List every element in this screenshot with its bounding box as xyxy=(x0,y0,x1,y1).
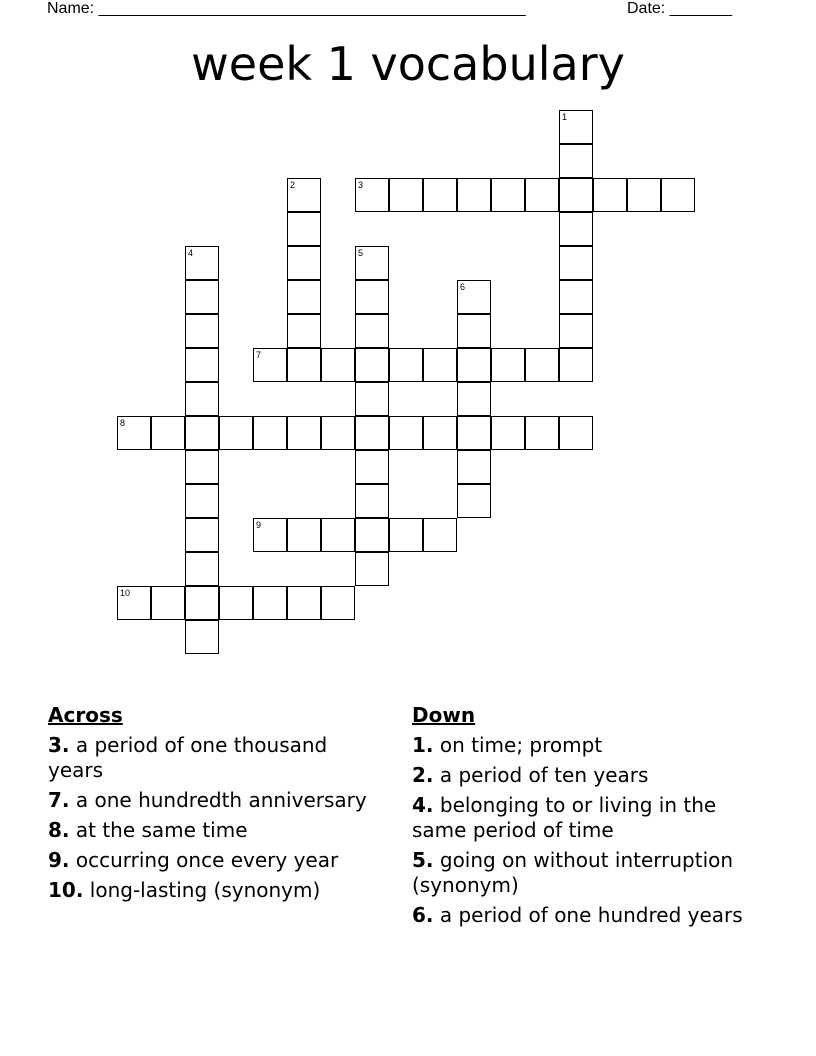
crossword-cell[interactable] xyxy=(559,246,593,280)
crossword-cell[interactable] xyxy=(151,586,185,620)
clue-down-1: 1. on time; prompt xyxy=(412,733,603,757)
crossword-cell[interactable] xyxy=(423,178,457,212)
crossword-cell[interactable] xyxy=(559,348,593,382)
crossword-cell[interactable] xyxy=(423,348,457,382)
crossword-cell[interactable] xyxy=(423,518,457,552)
crossword-cell[interactable] xyxy=(559,416,593,450)
down-clues xyxy=(412,703,752,933)
crossword-cell[interactable] xyxy=(559,280,593,314)
crossword-cell[interactable] xyxy=(117,586,151,620)
date-label: Date: xyxy=(627,0,666,17)
crossword-cell[interactable] xyxy=(389,178,423,212)
crossword-cell[interactable] xyxy=(355,178,389,212)
crossword-cell[interactable] xyxy=(559,314,593,348)
crossword-cell[interactable] xyxy=(117,416,151,450)
clue-across-7: 7. a one hundredth anniversary xyxy=(48,788,367,812)
crossword-cell[interactable] xyxy=(457,280,491,314)
crossword-cell[interactable] xyxy=(559,178,593,212)
cell-number: 9 xyxy=(256,520,262,530)
crossword-cell[interactable] xyxy=(457,484,491,518)
crossword-cell[interactable] xyxy=(287,212,321,246)
crossword-cell[interactable] xyxy=(321,416,355,450)
crossword-cell[interactable] xyxy=(287,314,321,348)
crossword-cell[interactable] xyxy=(355,314,389,348)
cell-number: 1 xyxy=(562,112,568,122)
crossword-cell[interactable] xyxy=(559,144,593,178)
crossword-cell[interactable] xyxy=(491,178,525,212)
crossword-cell[interactable] xyxy=(287,416,321,450)
crossword-cell[interactable] xyxy=(185,382,219,416)
crossword-cell[interactable] xyxy=(185,416,219,450)
crossword-cell[interactable] xyxy=(287,178,321,212)
crossword-cell[interactable] xyxy=(321,586,355,620)
crossword-cell[interactable] xyxy=(185,552,219,586)
crossword-cell[interactable] xyxy=(185,620,219,654)
crossword-cell[interactable] xyxy=(355,552,389,586)
clue-across-10: 10. long-lasting (synonym) xyxy=(48,878,321,902)
cell-number: 3 xyxy=(358,180,364,190)
crossword-cell[interactable] xyxy=(185,586,219,620)
clue-across-8: 8. at the same time xyxy=(48,818,248,842)
clue-across-9: 9. occurring once every year xyxy=(48,848,339,872)
crossword-cell[interactable] xyxy=(525,348,559,382)
crossword-cell[interactable] xyxy=(457,178,491,212)
cell-number: 10 xyxy=(120,588,131,598)
page-title: week 1 vocabulary xyxy=(191,37,625,91)
crossword-cell[interactable] xyxy=(253,348,287,382)
crossword-cell[interactable] xyxy=(355,246,389,280)
crossword-cell[interactable] xyxy=(661,178,695,212)
crossword-cell[interactable] xyxy=(355,416,389,450)
crossword-cell[interactable] xyxy=(389,416,423,450)
crossword-cell[interactable] xyxy=(525,416,559,450)
crossword-cell[interactable] xyxy=(185,314,219,348)
crossword-cell[interactable] xyxy=(559,110,593,144)
crossword-cell[interactable] xyxy=(627,178,661,212)
cell-number: 7 xyxy=(256,350,262,360)
crossword-cell[interactable] xyxy=(219,416,253,450)
crossword-cell[interactable] xyxy=(457,382,491,416)
crossword-cell[interactable] xyxy=(185,484,219,518)
crossword-cell[interactable] xyxy=(389,348,423,382)
crossword-cell[interactable] xyxy=(389,518,423,552)
crossword-cell[interactable] xyxy=(491,416,525,450)
crossword-cell[interactable] xyxy=(355,518,389,552)
crossword-cell[interactable] xyxy=(219,586,253,620)
across-heading: Across xyxy=(48,703,123,727)
cell-number: 8 xyxy=(120,418,126,428)
cell-number: 4 xyxy=(188,248,194,258)
crossword-cell[interactable] xyxy=(355,484,389,518)
crossword-cell[interactable] xyxy=(491,348,525,382)
crossword-cell[interactable] xyxy=(287,246,321,280)
crossword-cell[interactable] xyxy=(355,450,389,484)
across-clues xyxy=(48,703,388,908)
crossword-cell[interactable] xyxy=(185,450,219,484)
crossword-cell[interactable] xyxy=(525,178,559,212)
crossword-cell[interactable] xyxy=(355,348,389,382)
crossword-cell[interactable] xyxy=(457,314,491,348)
crossword-cell[interactable] xyxy=(355,280,389,314)
crossword-cell[interactable] xyxy=(287,280,321,314)
crossword-cell[interactable] xyxy=(287,348,321,382)
crossword-cell[interactable] xyxy=(253,586,287,620)
crossword-cell[interactable] xyxy=(457,348,491,382)
name-blank[interactable]: ________________________________________________ xyxy=(98,0,526,17)
crossword-cell[interactable] xyxy=(321,518,355,552)
clue-down-4: 4. belonging to or living in the same period of time xyxy=(412,793,717,842)
clue-down-2: 2. a period of ten years xyxy=(412,763,649,787)
crossword-cell[interactable] xyxy=(559,212,593,246)
crossword-cell[interactable] xyxy=(287,518,321,552)
crossword-cell[interactable] xyxy=(457,416,491,450)
crossword-cell[interactable] xyxy=(253,416,287,450)
clue-down-6: 6. a period of one hundred years xyxy=(412,903,743,927)
crossword-cell[interactable] xyxy=(185,348,219,382)
crossword-cell[interactable] xyxy=(185,518,219,552)
name-label: Name: xyxy=(47,0,95,17)
crossword-cell[interactable] xyxy=(185,246,219,280)
crossword-cell[interactable] xyxy=(151,416,185,450)
crossword-cell[interactable] xyxy=(355,382,389,416)
date-blank[interactable]: _______ xyxy=(669,0,732,17)
crossword-cell[interactable] xyxy=(457,450,491,484)
down-heading: Down xyxy=(412,703,476,727)
crossword-cell[interactable] xyxy=(423,416,457,450)
clue-across-3: 3. a period of one thousand years xyxy=(48,733,328,782)
crossword-cell[interactable] xyxy=(253,518,287,552)
crossword-cell[interactable] xyxy=(185,280,219,314)
cell-number: 2 xyxy=(290,180,296,190)
clue-down-5: 5. going on without interruption (synonym) xyxy=(412,848,734,897)
crossword-cell[interactable] xyxy=(287,586,321,620)
crossword-cell[interactable] xyxy=(593,178,627,212)
cell-number: 6 xyxy=(460,282,466,292)
crossword-cell[interactable] xyxy=(321,348,355,382)
cell-number: 5 xyxy=(358,248,364,258)
